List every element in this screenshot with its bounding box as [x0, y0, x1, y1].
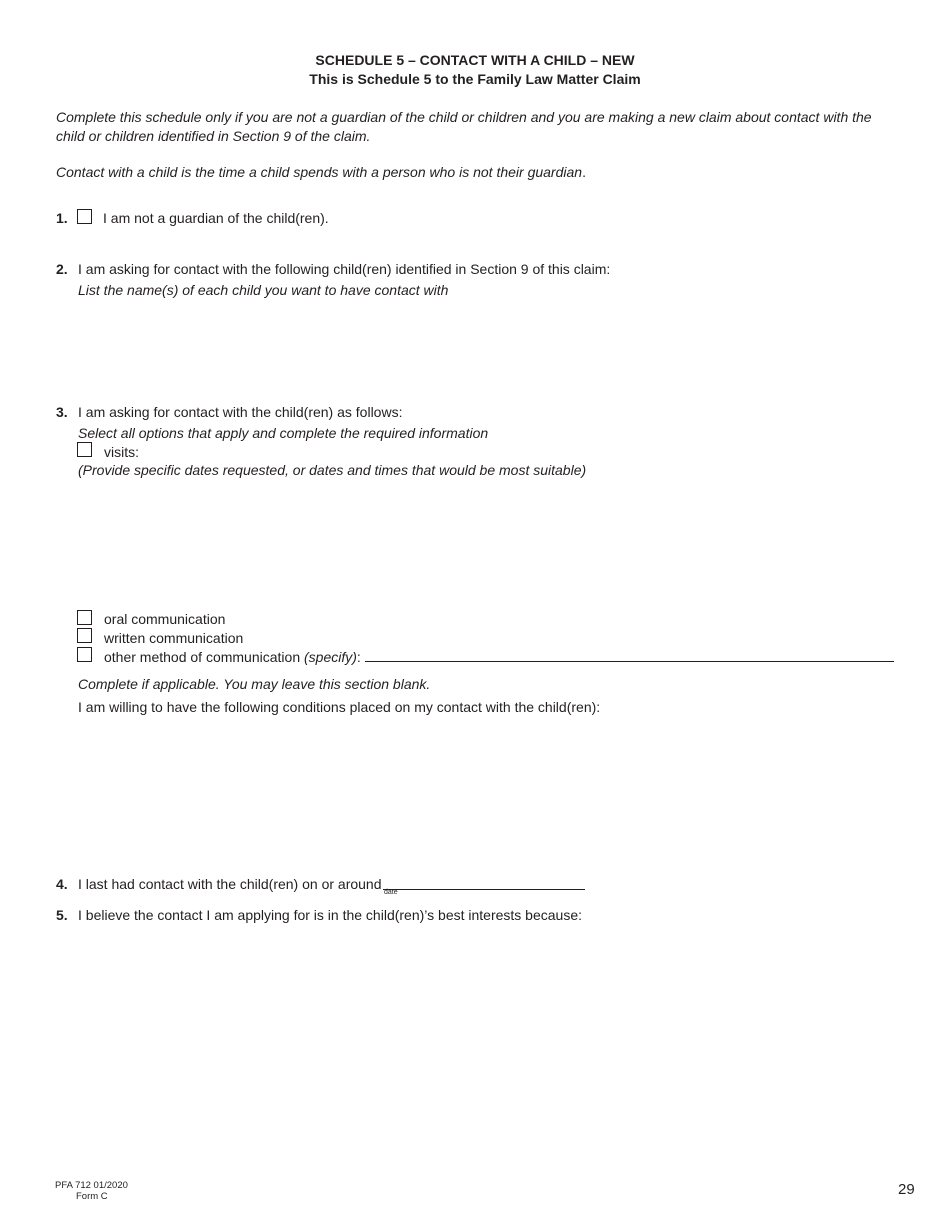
oral-communication-checkbox[interactable]	[77, 610, 92, 625]
item-4-text: I last had contact with the child(ren) on or around	[78, 876, 382, 892]
item-3-instruction: Select all options that apply and complete the required information	[78, 425, 489, 441]
conditions-instruction: Complete if applicable. You may leave this section blank.	[78, 676, 431, 692]
other-specify-text: (specify)	[304, 649, 357, 665]
other-colon: :	[356, 649, 361, 665]
last-contact-date-line[interactable]	[383, 889, 585, 890]
best-interests-field[interactable]	[78, 930, 896, 1160]
visits-instruction: (Provide specific dates requested, or dates and times that would be most suitable)	[78, 462, 587, 478]
item-4-number: 4.	[56, 876, 68, 892]
contact-definition-text: Contact with a child is the time a child spends with a person who is not their guardian	[56, 164, 583, 180]
date-caption: date	[384, 889, 398, 896]
page-title: SCHEDULE 5 – CONTACT WITH A CHILD – NEW	[315, 52, 635, 68]
contact-definition	[56, 164, 586, 180]
oral-communication-label: oral communication	[104, 611, 226, 627]
other-communication-input-line[interactable]	[365, 661, 894, 662]
other-communication-label	[104, 649, 361, 665]
visits-label: visits:	[104, 444, 139, 460]
written-communication-label: written communication	[104, 630, 244, 646]
other-communication-text: other method of communication	[104, 649, 301, 665]
not-guardian-checkbox[interactable]	[77, 209, 92, 224]
other-communication-checkbox[interactable]	[77, 647, 92, 662]
page-subtitle: This is Schedule 5 to the Family Law Matter Claim	[309, 71, 641, 87]
item-5-number: 5.	[56, 907, 68, 923]
form-name: Form C	[76, 1191, 108, 1202]
item-3-text: I am asking for contact with the child(ren) as follows:	[78, 404, 403, 420]
item-2-instruction: List the name(s) of each child you want to have contact with	[78, 282, 449, 298]
item-3-number: 3.	[56, 404, 68, 420]
conditions-field[interactable]	[78, 720, 896, 860]
item-2-text: I am asking for contact with the following child(ren) identified in Section 9 of this claim:	[78, 261, 611, 277]
visits-checkbox[interactable]	[77, 442, 92, 457]
page-number: 29	[898, 1181, 915, 1198]
item-5-text: I believe the contact I am applying for is in the child(ren)’s best interests because:	[78, 907, 583, 923]
form-code: PFA 712 01/2020	[55, 1180, 128, 1191]
contact-definition-period: .	[582, 164, 586, 180]
item-2-number: 2.	[56, 261, 68, 277]
children-names-field[interactable]	[78, 302, 896, 392]
written-communication-checkbox[interactable]	[77, 628, 92, 643]
item-1-number: 1.	[56, 210, 68, 226]
visits-details-field[interactable]	[78, 484, 896, 602]
not-guardian-label: I am not a guardian of the child(ren).	[103, 210, 329, 226]
intro-paragraph: Complete this schedule only if you are not a guardian of the child or children and you are making a new claim about contact with the child or children identified in Section 9 of the claim.	[56, 109, 872, 144]
conditions-text: I am willing to have the following conditions placed on my contact with the child(ren):	[78, 699, 601, 715]
